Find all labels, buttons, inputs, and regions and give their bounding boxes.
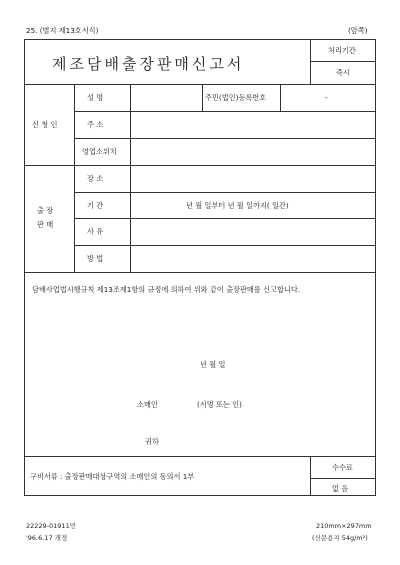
form-title: 제조담배출장판매신고서 — [52, 55, 245, 73]
name-label: 성 명 — [87, 93, 104, 102]
required-documents: 구비서류 : 출장판매대상구역의 소매인의 동의서 1부 — [30, 472, 195, 481]
reason-label: 사 유 — [87, 227, 104, 236]
form-code: 22229-01911민 — [26, 522, 76, 530]
name-field[interactable] — [131, 85, 201, 110]
place-label: 장 소 — [87, 174, 104, 183]
seller-signature[interactable]: (서명 또는 인) — [197, 400, 242, 409]
sales-group-label-line2: 판 매 — [37, 220, 54, 229]
seller-label: 소매인 — [137, 400, 158, 409]
period-field[interactable]: 년 월 일부터 년 월 일까지( 일간) — [186, 201, 289, 210]
processing-period-label: 처리기간 — [328, 46, 356, 55]
fee-value: 없 음 — [332, 484, 349, 493]
paper-type: (신문용지 54g/m²) — [312, 534, 368, 542]
address-field[interactable] — [131, 112, 375, 137]
sales-group-label-line1: 출 장 — [37, 206, 54, 215]
revision-date: '96.6.17 개정 — [26, 534, 68, 542]
method-field[interactable] — [131, 246, 375, 271]
fee-label: 수수료 — [332, 463, 353, 472]
office-location-field[interactable] — [131, 139, 375, 164]
processing-period-value: 즉시 — [336, 68, 350, 77]
place-field[interactable] — [131, 166, 375, 191]
method-label: 방 법 — [87, 254, 104, 263]
paper-size: 210mm×297mm — [316, 522, 372, 530]
registration-number-field[interactable]: - — [325, 93, 328, 102]
applicant-group-label: 신 청 인 — [32, 120, 58, 129]
period-label: 기 간 — [87, 201, 104, 210]
recipient-suffix: 귀하 — [145, 437, 159, 446]
date-line[interactable]: 년 월 일 — [200, 360, 226, 369]
reason-field[interactable] — [131, 219, 375, 244]
form-number: 25. (별지 제13호서식) — [26, 26, 99, 35]
office-location-label: 영업소위치 — [82, 147, 117, 156]
page-side-label: (앞쪽) — [348, 26, 368, 35]
declaration-statement: 담배사업법시행규칙 제13조제1항의 규정에 의하여 위와 같이 출장판매를 신고합니다. — [32, 285, 301, 294]
registration-number-label: 주민(법인)등록번호 — [205, 93, 267, 102]
address-label: 주 소 — [87, 120, 104, 129]
